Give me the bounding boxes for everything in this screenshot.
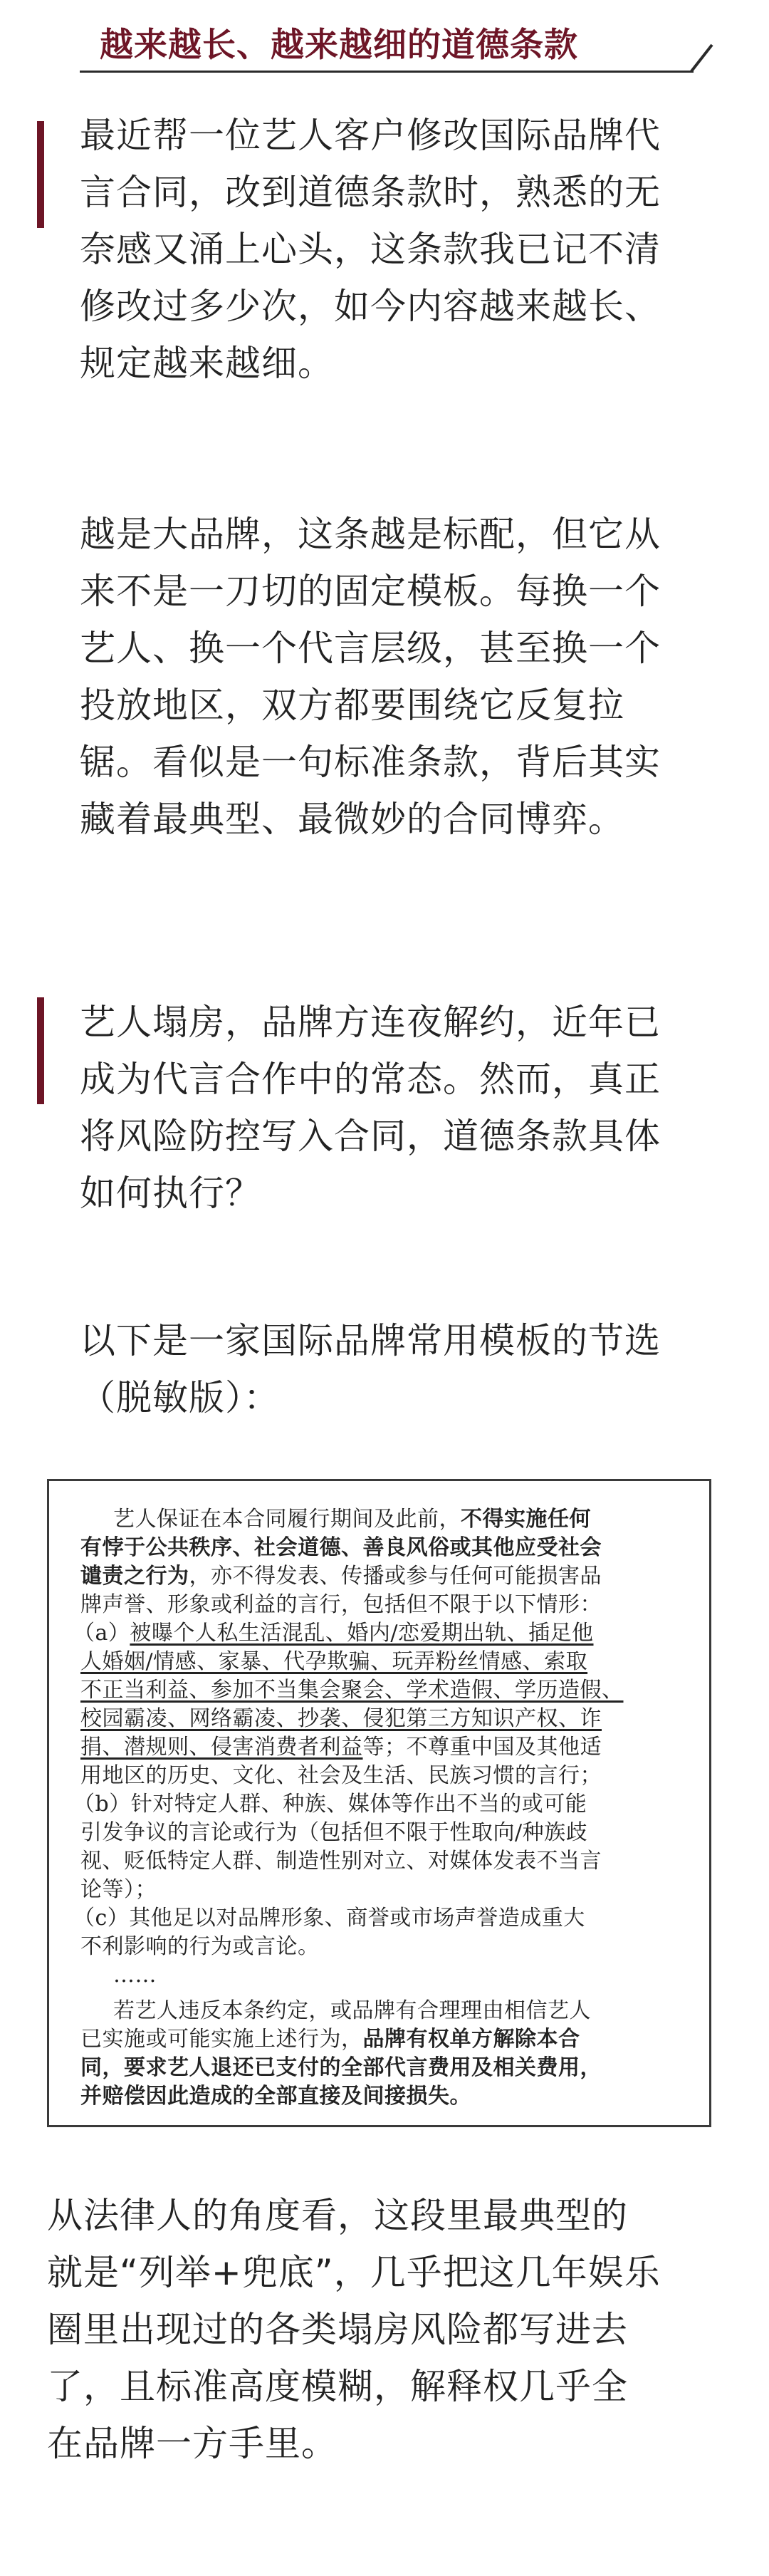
paragraph-line: 艺人、换一个代言层级，甚至换一个	[80, 628, 661, 669]
clause-line: 校园霸凌、网络霸凌、抄袭、侵犯第三方知识产权、诈	[80, 1706, 602, 1731]
paragraph-line: 艺人塌房，品牌方连夜解约，近年已	[80, 1002, 661, 1043]
clause-bold-text: 并赔偿因此造成的全部直接及间接损失。	[80, 2084, 471, 2109]
clause-bold-text: 谴责之行为	[80, 1564, 189, 1589]
paragraph-2	[80, 506, 728, 848]
clause-line: 不正当利益、参加不当集会聚会、学术造假、学历造假、	[80, 1678, 624, 1703]
clause-text: （a）	[73, 1621, 130, 1646]
clause-ellipsis: ……	[113, 1963, 157, 1988]
paragraph-line: 如何执行？	[80, 1173, 261, 1214]
paragraph-line: 越是大品牌，这条越是标配，但它从	[80, 514, 661, 555]
paragraph-line: 成为代言合作中的常态。然而，真正	[80, 1059, 661, 1100]
clause-line: 用地区的历史、文化、社会及生活、民族习惯的言行；	[80, 1763, 602, 1788]
paragraph-line: 将风险防控写入合同，道德条款具体	[80, 1116, 661, 1157]
clause-line	[80, 1530, 602, 1561]
paragraph-line: 藏着最典型、最微妙的合同博弈。	[80, 799, 624, 840]
clause-bold-text: 同，要求艺人退还已支付的全部代言费用及相关费用，	[80, 2055, 602, 2080]
paragraph-3	[80, 994, 728, 1222]
clause-line: （b）针对特定人群、种族、媒体等作出不当的或可能	[73, 1792, 587, 1817]
header-slash	[690, 44, 713, 73]
clause-line: 牌声誉、形象或利益的言行，包括但不限于以下情形：	[80, 1592, 602, 1617]
paragraph-line: 以下是一家国际品牌常用模板的节选	[80, 1320, 661, 1361]
clause-line	[80, 1558, 602, 1589]
clause-line: 若艺人违反本条约定，或品牌有合理理由相信艺人	[113, 1998, 591, 2023]
paragraph-line: 在品牌一方手里。	[47, 2423, 338, 2464]
clause-excerpt-box	[47, 1479, 711, 2127]
accent-bar	[37, 997, 44, 1104]
clause-line: 不利影响的行为或言论。	[80, 1934, 320, 1959]
clause-line: 视、贬低特定人群、制造性别对立、对媒体发表不当言	[80, 1849, 602, 1874]
clause-underlined-text: 捐、潜规则、侵害消费者利益	[80, 1735, 363, 1760]
paragraph-line: 锯。看似是一句标准条款，背后其实	[80, 742, 661, 783]
clause-line	[80, 2050, 602, 2081]
section-title: 越来越长、越来越细的道德条款	[100, 26, 578, 65]
clause-bold-text: 不得实施任何	[461, 1507, 591, 1532]
paragraph-line: 了，且标准高度模糊，解释权几乎全	[47, 2366, 628, 2407]
clause-underlined-text: 被曝个人私生活混乱、婚内/恋爱期出轨、插足他	[130, 1621, 594, 1646]
clause-line	[80, 2021, 580, 2052]
clause-text: 已实施或可能实施上述行为，	[80, 2027, 363, 2052]
clause-line: 论等）；	[80, 1877, 157, 1902]
accent-bar	[37, 121, 44, 228]
paragraph-line: 修改过多少次，如今内容越来越长、	[80, 286, 661, 327]
clause-line	[73, 1615, 594, 1646]
clause-text: 艺人保证在本合同履行期间及此前，	[113, 1507, 461, 1532]
clause-line	[113, 1501, 591, 1532]
paragraph-line: 最近帮一位艺人客户修改国际品牌代	[80, 115, 661, 156]
clause-bold-text: 有悖于公共秩序、社会道德、善良风俗或其他应受社会	[80, 1535, 602, 1560]
clause-text: ，亦不得发表、传播或参与任何可能损害品	[189, 1564, 602, 1589]
header-underline	[80, 71, 694, 73]
clause-text: 等；不尊重中国及其他适	[362, 1735, 602, 1760]
paragraph-line: 奈感又涌上心头，这条款我已记不清	[80, 229, 661, 270]
clause-bold-text: 品牌有权单方解除本合	[362, 2027, 580, 2052]
paragraph-line: 规定越来越细。	[80, 343, 334, 384]
paragraph-4	[80, 1312, 728, 1426]
paragraph-line: 来不是一刀切的固定模板。每换一个	[80, 571, 661, 612]
paragraph-line: （脱敏版）：	[80, 1377, 280, 1418]
paragraph-line: 就是“列举+兜底”，几乎把这几年娱乐	[47, 2252, 661, 2293]
clause-line	[80, 1729, 602, 1760]
clause-line: 人婚姻/情感、家暴、代孕欺骗、玩弄粉丝情感、索取	[80, 1649, 588, 1674]
paragraph-line: 言合同，改到道德条款时，熟悉的无	[80, 172, 661, 213]
section-header	[80, 11, 694, 73]
paragraph-line: 圈里出现过的各类塌房风险都写进去	[47, 2309, 628, 2350]
paragraph-line: 投放地区，双方都要围绕它反复拉	[80, 685, 624, 726]
clause-line	[80, 2078, 471, 2109]
paragraph-line: 从法律人的角度看，这段里最典型的	[47, 2195, 628, 2236]
paragraph-5	[47, 2187, 738, 2472]
clause-line: （c）其他足以对品牌形象、商誉或市场声誉造成重大	[73, 1906, 585, 1931]
paragraph-1	[80, 107, 728, 392]
clause-line: 引发争议的言论或行为（包括但不限于性取向/种族歧	[80, 1820, 588, 1845]
